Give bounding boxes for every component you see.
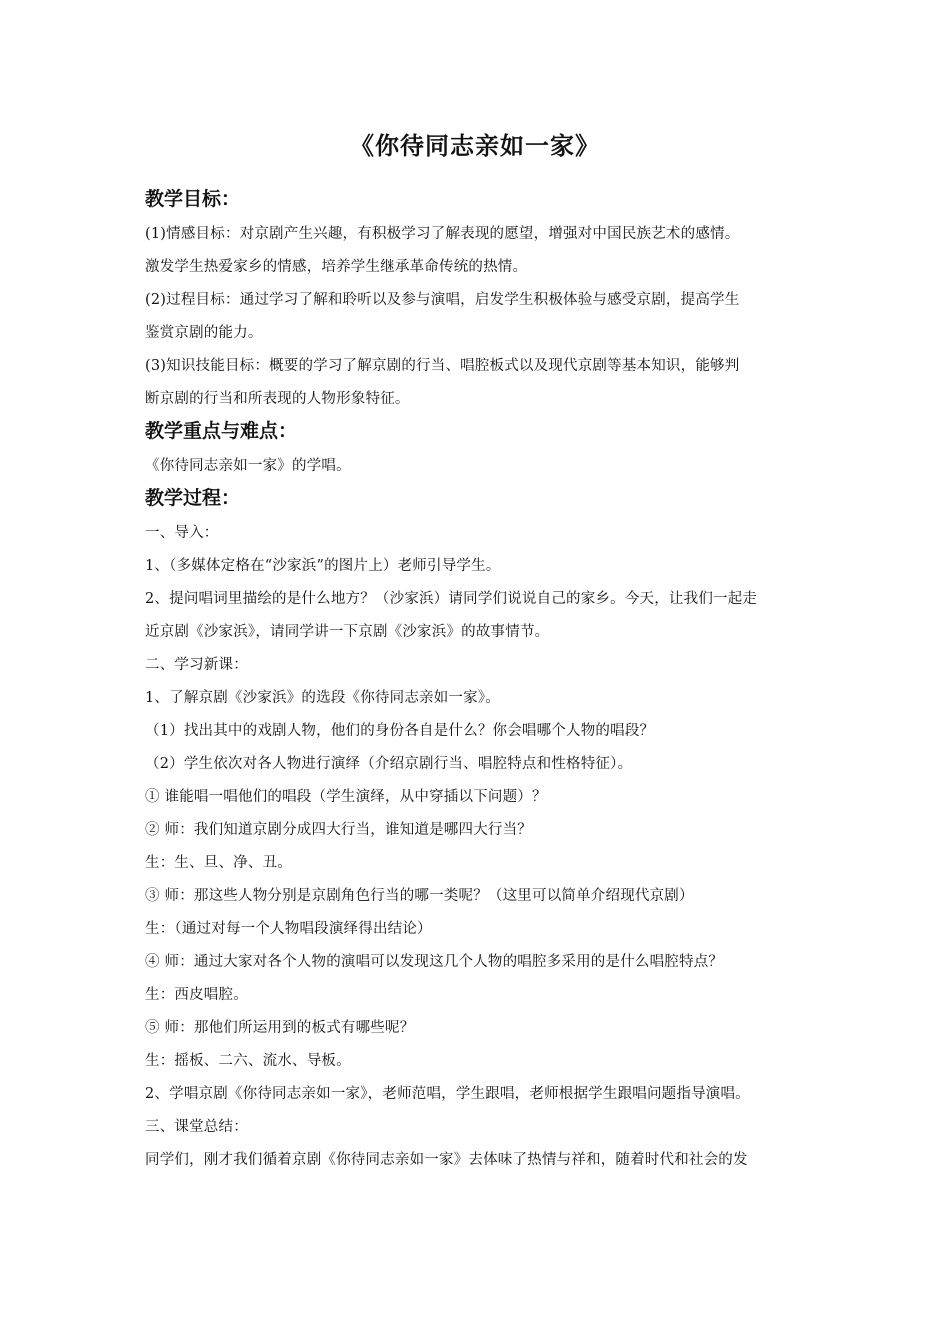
paragraph-line: 激发学生热爱家乡的情感，培养学生继承革命传统的热情。 <box>145 259 528 275</box>
paragraph-line: 《你待同志亲如一家》的学唱。 <box>145 458 351 474</box>
document-title: 《你待同志亲如一家》 <box>350 132 600 160</box>
paragraph-line: (2)过程目标：通过学习了解和聆听以及参与演唱，启发学生积极体验与感受京剧，提高学生 <box>145 292 740 308</box>
paragraph-line: (1)情感目标：对京剧产生兴趣，有积极学习了解表现的愿望，增强对中国民族艺术的感情。 <box>145 226 740 242</box>
section-heading-goals: 教学目标： <box>145 188 241 210</box>
paragraph-line: 生：摇板、二六、流水、导板。 <box>145 1053 351 1069</box>
paragraph-line: （1）找出其中的戏剧人物，他们的身份各自是什么？你会唱哪个人物的唱段？ <box>145 723 655 739</box>
paragraph-line: ③ 师：那这些人物分别是京剧角色行当的哪一类呢？（这里可以简单介绍现代京剧） <box>145 888 694 904</box>
paragraph-line: 1、（多媒体定格在“沙家浜”的图片上）老师引导学生。 <box>145 558 501 574</box>
paragraph-line: （2）学生依次对各人物进行演绎（介绍京剧行当、唱腔特点和性格特征）。 <box>145 756 633 772</box>
paragraph-line: 近京剧《沙家浜》，请同学讲一下京剧《沙家浜》的故事情节。 <box>145 624 550 640</box>
paragraph-line: ① 谁能唱一唱他们的唱段（学生演绎，从中穿插以下问题）？ <box>145 789 547 805</box>
paragraph-line: 同学们，刚才我们循着京剧《你待同志亲如一家》去体味了热情与祥和，随着时代和社会的发 <box>145 1152 748 1168</box>
paragraph-line: (3)知识技能目标：概要的学习了解京剧的行当、唱腔板式以及现代京剧等基本知识，能够判 <box>145 358 740 374</box>
paragraph-line: ④ 师：通过大家对各个人物的演唱可以发现这几个人物的唱腔多采用的是什么唱腔特点？ <box>145 954 724 970</box>
paragraph-line: 1、了解京剧《沙家浜》的选段《你待同志亲如一家》。 <box>145 690 500 706</box>
document-body <box>145 184 825 1177</box>
section-heading-process: 教学过程： <box>145 487 241 509</box>
paragraph-line: ② 师：我们知道京剧分成四大行当，谁知道是哪四大行当？ <box>145 822 533 838</box>
section-heading-key-points: 教学重点与难点： <box>145 420 298 442</box>
paragraph-line: 生：生、旦、净、丑。 <box>145 855 292 871</box>
paragraph-line: 2、提问唱词里描绘的是什么地方？（沙家浜）请同学们说说自己的家乡。今天，让我们一起走 <box>145 591 758 607</box>
paragraph-line: 生：（通过对每一个人物唱段演绎得出结论） <box>145 921 432 937</box>
paragraph-line: 二、学习新课： <box>145 657 248 673</box>
paragraph-line: 断京剧的行当和所表现的人物形象特征。 <box>145 391 410 407</box>
paragraph-line: 生：西皮唱腔。 <box>145 987 248 1003</box>
paragraph-line: 2、学唱京剧《你待同志亲如一家》，老师范唱，学生跟唱，老师根据学生跟唱问题指导演唱。 <box>145 1086 750 1102</box>
paragraph-line: 一、导入： <box>145 525 219 541</box>
paragraph-line: ⑤ 师：那他们所运用到的板式有哪些呢？ <box>145 1020 415 1036</box>
paragraph-line: 三、课堂总结： <box>145 1119 248 1135</box>
paragraph-line: 鉴赏京剧的能力。 <box>145 325 263 341</box>
